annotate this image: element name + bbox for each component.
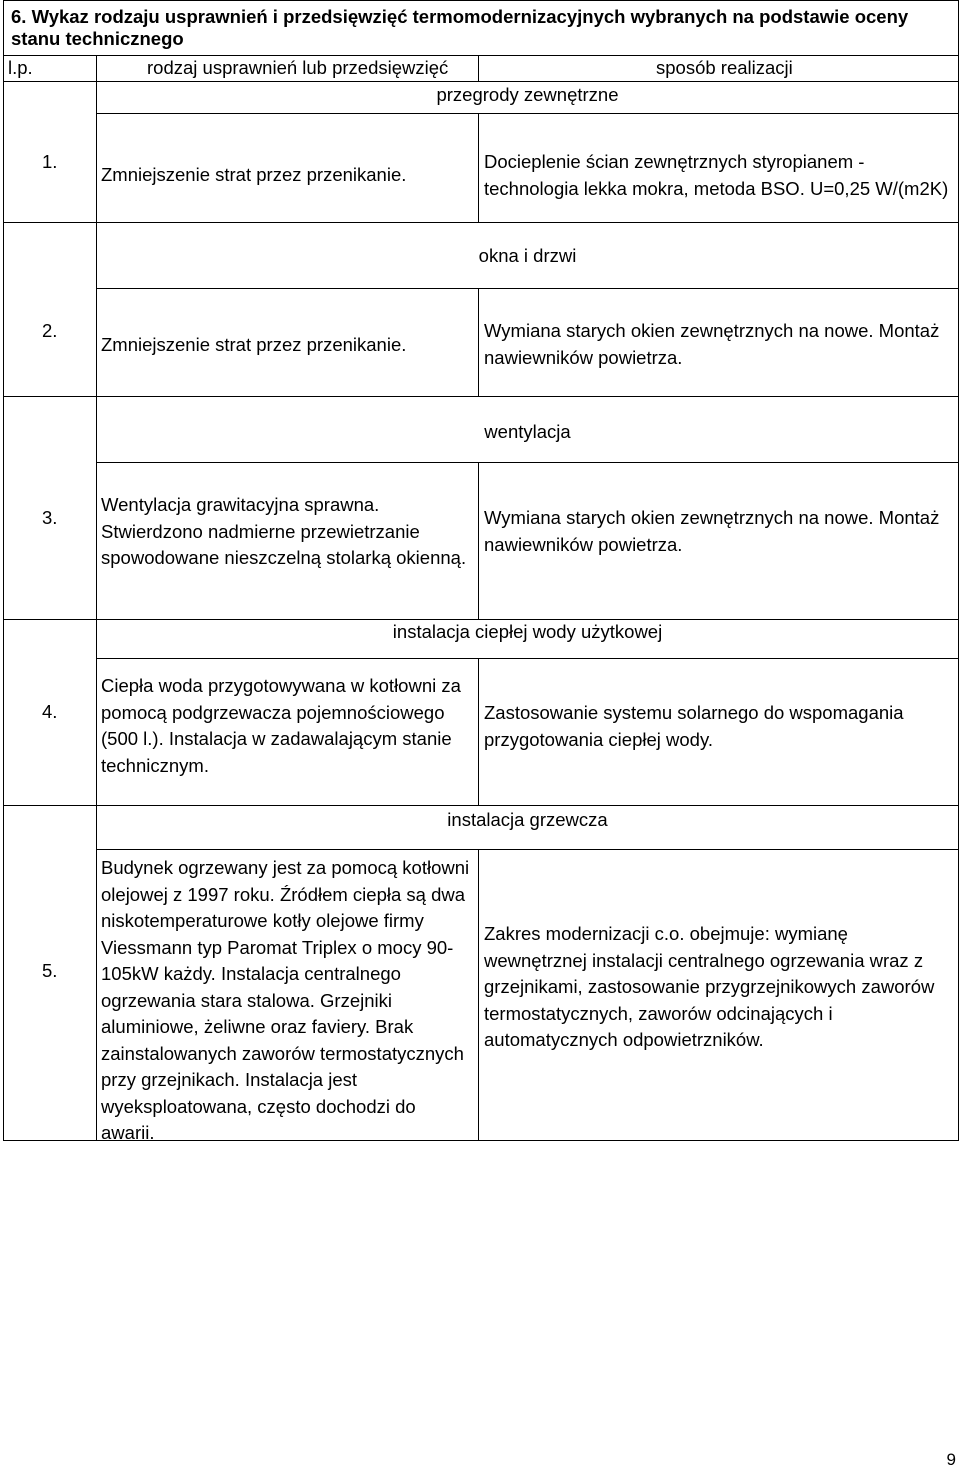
group1-method: Docieplenie ścian zewnętrznych styropianem - technologia lekka mokra, metoda BSO. U=0,25 W/(m2K) (484, 151, 949, 199)
header-method: sposób realizacji (656, 57, 793, 78)
group5-col-line (478, 849, 479, 1141)
table-border-right (958, 0, 959, 1141)
group1-number: 1. (42, 151, 58, 172)
number-col-line (96, 81, 97, 1141)
group3-heading-underline (96, 462, 959, 463)
group1-heading: przegrody zewnętrzne (436, 84, 619, 105)
page-number: 9 (946, 1450, 956, 1469)
group3-type: Wentylacja grawitacyjna sprawna. Stwierdzono nadmierne przewietrzanie spowodowane nieszczelną stolarką okienną. (101, 494, 467, 568)
header-lp: l.p. (8, 57, 33, 78)
group2-heading: okna i drzwi (478, 245, 577, 266)
group5-method: Zakres modernizacji c.o. obejmuje: wymianę wewnętrznej instalacji centralnego ogrzewania wraz z grzejnikami, zastosowanie przygrzejnikowych zaworów termostatycznych, zaworów odcinających i automatycznych odpowietrzników. (484, 923, 935, 1050)
group3-number: 3. (42, 507, 58, 528)
group4-bottom (3, 805, 959, 806)
group5-heading-underline (96, 849, 959, 850)
group3-method: Wymiana starych okien zewnętrznych na nowe. Montaż nawiewników powietrza. (484, 507, 940, 555)
group5-heading: instalacja grzewcza (447, 809, 608, 830)
group4-col-line (478, 658, 479, 805)
header-col-line-1 (96, 55, 97, 81)
header-col-line-2 (478, 55, 479, 81)
group2-type: Zmniejszenie strat przez przenikanie. (101, 334, 407, 355)
group3-heading: wentylacja (484, 421, 571, 442)
group1-type: Zmniejszenie strat przez przenikanie. (101, 164, 407, 185)
group1-heading-underline (96, 113, 959, 114)
group4-heading-underline (96, 658, 959, 659)
header-type: rodzaj usprawnień lub przedsięwzięć (147, 57, 449, 78)
table-border-top (3, 0, 959, 1)
group2-heading-underline (96, 288, 959, 289)
group4-heading: instalacja ciepłej wody użytkowej (392, 621, 663, 642)
group2-col-line (478, 288, 479, 396)
table-border-left (3, 0, 4, 1141)
group1-bottom (3, 222, 959, 223)
group4-number: 4. (42, 701, 58, 722)
group4-method: Zastosowanie systemu solarnego do wspomagania przygotowania ciepłej wody. (484, 702, 904, 750)
group1-col-line (478, 113, 479, 223)
group3-col-line (478, 462, 479, 619)
group2-bottom (3, 396, 959, 397)
group2-number: 2. (42, 320, 58, 341)
group2-method: Wymiana starych okien zewnętrznych na nowe. Montaż nawiewników powietrza. (484, 320, 940, 368)
group4-type: Ciepła woda przygotowywana w kotłowni za pomocą podgrzewacza pojemnościowego (500 l.). Instalacja w zadawalającym stanie technicznym. (101, 675, 461, 776)
group5-number: 5. (42, 960, 58, 981)
group5-type: Budynek ogrzewany jest za pomocą kotłowni olejowej z 1997 roku. Źródłem ciepła są dwa niskotemperaturowe kotły olejowe firmy Viessmann typ Paromat Triplex o mocy 90-105kW każdy. Instalacja centralnego ogrzewania stara stalowa. Grzejniki aluminiowe, żeliwne oraz faviery. Brak zainstalowanych zaworów termostatycznych przy grzejnikach. Instalacja jest wyeksploatowana, często dochodzi do awarii. (101, 857, 470, 1143)
section-title: 6. Wykaz rodzaju usprawnień i przedsięwzięć termomodernizacyjnych wybranych na podstawie oceny stanu technicznego (11, 6, 909, 49)
